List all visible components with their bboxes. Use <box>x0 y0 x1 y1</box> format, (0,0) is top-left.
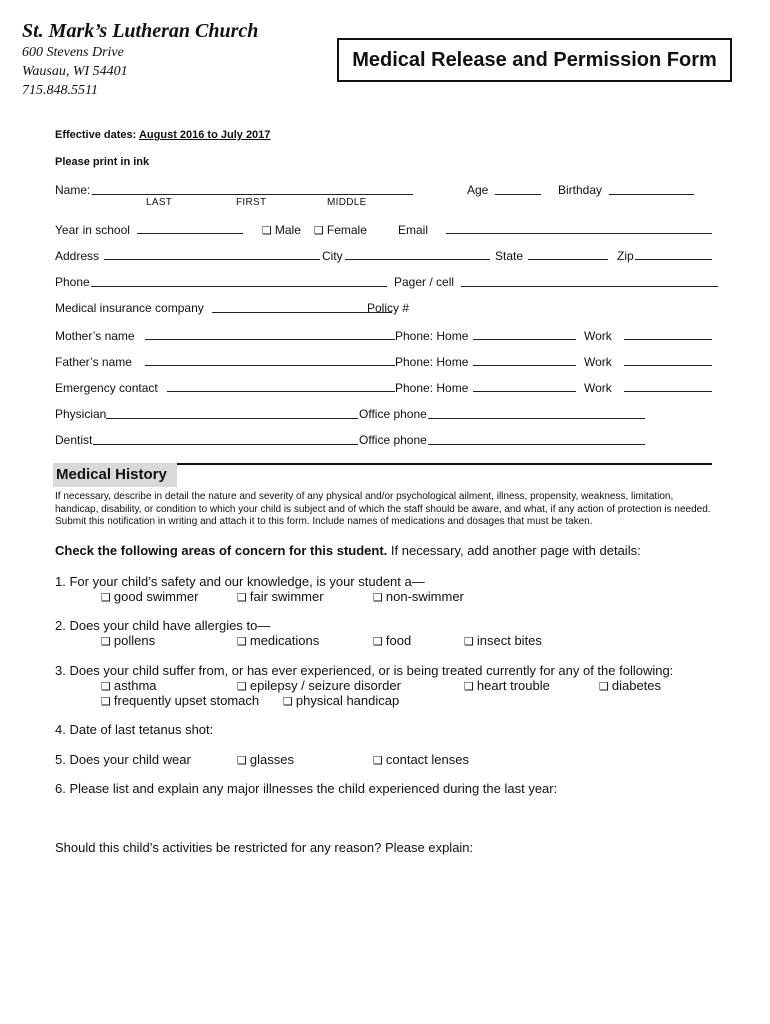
checkbox-icon[interactable]: ❑ <box>237 592 247 604</box>
medical-history-intro: If necessary, describe in detail the nature and severity of any physical and/or psychological ailment, illness, propensity, weakness, limitation, handicap, disability, or condition to which your child is subject and of which the staff should be aware, and what, if any action of protection is needed. Submit this notification in writing and attach it to this form. Include names of medications and dosages that must be taken. <box>55 491 711 527</box>
physician-label: Physician <box>55 407 107 421</box>
policy-label: Policy # <box>367 301 410 315</box>
form-title-text: Medical Release and Permission Form <box>352 48 717 71</box>
insurance-field[interactable] <box>212 312 392 313</box>
age-label: Age <box>467 183 489 197</box>
pager-field[interactable] <box>461 286 718 287</box>
option-label: medications <box>249 633 320 648</box>
option-insect-bites[interactable] <box>464 633 542 648</box>
option-glasses[interactable] <box>237 752 294 767</box>
father-work-field[interactable] <box>624 365 712 366</box>
name-label: Name: <box>55 183 91 197</box>
option-fair-swimmer[interactable] <box>237 589 324 604</box>
option-label: epilepsy / seizure disorder <box>249 678 401 693</box>
year-in-school-field[interactable] <box>137 233 243 234</box>
father-home-phone-field[interactable] <box>473 365 576 366</box>
insurance-label: Medical insurance company <box>55 301 204 315</box>
emergency-home-phone-label: Phone: Home <box>395 381 469 395</box>
female-label: Female <box>326 223 367 237</box>
church-phone: 715.848.5511 <box>22 83 98 98</box>
option-label: contact lenses <box>385 752 469 767</box>
question-3: 3. Does your child suffer from, or has ever experienced, or is being treated currently for any of the following: <box>55 663 674 678</box>
male-option[interactable] <box>262 223 301 237</box>
option-good-swimmer[interactable] <box>101 589 198 604</box>
question-7: Should this child’s activities be restricted for any reason? Please explain: <box>55 840 474 855</box>
emergency-work-field[interactable] <box>624 391 712 392</box>
medical-history-heading: Medical History <box>53 463 177 487</box>
option-diabetes[interactable] <box>599 678 661 693</box>
checkbox-icon[interactable]: ❑ <box>464 681 474 693</box>
phone-field[interactable] <box>91 286 387 287</box>
dentist-office-field[interactable] <box>428 444 645 445</box>
option-non-swimmer[interactable] <box>373 589 464 604</box>
father-field[interactable] <box>145 365 395 366</box>
father-home-phone-label: Phone: Home <box>395 355 469 369</box>
option-upset-stomach[interactable] <box>101 693 259 708</box>
emergency-field[interactable] <box>167 391 395 392</box>
checkbox-icon[interactable]: ❑ <box>314 225 324 237</box>
mother-label: Mother’s name <box>55 329 135 343</box>
emergency-work-label: Work <box>584 381 612 395</box>
male-label: Male <box>274 223 301 237</box>
option-label: asthma <box>113 678 157 693</box>
dentist-office-label: Office phone <box>359 433 427 447</box>
physician-office-label: Office phone <box>359 407 427 421</box>
option-label: non-swimmer <box>385 589 464 604</box>
print-note: Please print in ink <box>55 156 150 168</box>
name-last-label: LAST <box>146 197 173 208</box>
dentist-field[interactable] <box>93 444 358 445</box>
option-medications[interactable] <box>237 633 319 648</box>
checkbox-icon[interactable]: ❑ <box>464 636 474 648</box>
dentist-label: Dentist <box>55 433 93 447</box>
name-first-label: FIRST <box>236 197 267 208</box>
checkbox-icon[interactable]: ❑ <box>373 592 383 604</box>
zip-label: Zip <box>617 249 634 263</box>
option-asthma[interactable] <box>101 678 157 693</box>
question-5: 5. Does your child wear <box>55 752 191 767</box>
mother-home-phone-field[interactable] <box>473 339 576 340</box>
checkbox-icon[interactable]: ❑ <box>373 755 383 767</box>
mother-work-field[interactable] <box>624 339 712 340</box>
mother-field[interactable] <box>145 339 395 340</box>
name-middle-label: MIDDLE <box>327 197 367 208</box>
church-name: St. Mark’s Lutheran Church <box>22 20 259 42</box>
effective-value: August 2016 to July 2017 <box>138 129 271 141</box>
checkbox-icon[interactable]: ❑ <box>599 681 609 693</box>
mother-work-label: Work <box>584 329 612 343</box>
option-label: physical handicap <box>295 693 400 708</box>
age-field[interactable] <box>495 194 541 195</box>
form-title <box>337 38 732 82</box>
option-label: frequently upset stomach <box>113 693 260 708</box>
checkbox-icon[interactable]: ❑ <box>237 636 247 648</box>
state-label: State <box>495 249 524 263</box>
question-4: 4. Date of last tetanus shot: <box>55 722 214 737</box>
checkbox-icon[interactable]: ❑ <box>101 681 111 693</box>
option-label: good swimmer <box>113 589 199 604</box>
mother-home-phone-label: Phone: Home <box>395 329 469 343</box>
option-label: fair swimmer <box>249 589 324 604</box>
option-epilepsy[interactable] <box>237 678 401 693</box>
emergency-label: Emergency contact <box>55 381 158 395</box>
option-label: pollens <box>113 633 156 648</box>
check-instructions-bold: Check the following areas of concern for this student. <box>55 543 388 558</box>
physician-field[interactable] <box>106 418 358 419</box>
email-field[interactable] <box>446 233 712 234</box>
checkbox-icon[interactable]: ❑ <box>101 636 111 648</box>
option-label: food <box>385 633 412 648</box>
option-label: glasses <box>249 752 294 767</box>
option-label: diabetes <box>611 678 662 693</box>
zip-field[interactable] <box>635 259 712 260</box>
emergency-home-phone-field[interactable] <box>473 391 576 392</box>
father-work-label: Work <box>584 355 612 369</box>
check-instructions <box>55 543 641 558</box>
option-label: heart trouble <box>476 678 550 693</box>
female-option[interactable] <box>314 223 367 237</box>
email-label: Email <box>398 223 429 237</box>
name-field[interactable] <box>92 194 413 195</box>
church-address-line2: Wausau, WI 54401 <box>22 64 128 79</box>
year-in-school-label: Year in school <box>55 223 130 237</box>
city-label: City <box>322 249 343 263</box>
option-pollens[interactable] <box>101 633 155 648</box>
check-instructions-rest: If necessary, add another page with details: <box>387 543 641 558</box>
question-1: 1. For your child’s safety and our knowledge, is your student a— <box>55 574 425 589</box>
father-label: Father’s name <box>55 355 132 369</box>
effective-dates <box>55 129 270 141</box>
address-label: Address <box>55 249 100 263</box>
checkbox-icon[interactable]: ❑ <box>262 225 272 237</box>
city-field[interactable] <box>345 259 490 260</box>
checkbox-icon[interactable]: ❑ <box>101 696 111 708</box>
checkbox-icon[interactable]: ❑ <box>373 636 383 648</box>
checkbox-icon[interactable]: ❑ <box>101 592 111 604</box>
state-field[interactable] <box>528 259 608 260</box>
pager-label: Pager / cell <box>394 275 455 289</box>
effective-label: Effective dates: <box>55 129 137 141</box>
checkbox-icon[interactable]: ❑ <box>237 755 247 767</box>
phone-label: Phone <box>55 275 90 289</box>
birthday-field[interactable] <box>609 194 694 195</box>
checkbox-icon[interactable]: ❑ <box>283 696 293 708</box>
address-field[interactable] <box>104 259 320 260</box>
option-heart-trouble[interactable] <box>464 678 550 693</box>
birthday-label: Birthday <box>558 183 603 197</box>
church-address-line1: 600 Stevens Drive <box>22 45 124 60</box>
option-label: insect bites <box>476 633 542 648</box>
option-physical-handicap[interactable] <box>283 693 399 708</box>
option-contact-lenses[interactable] <box>373 752 469 767</box>
question-2: 2. Does your child have allergies to— <box>55 618 271 633</box>
physician-office-field[interactable] <box>428 418 645 419</box>
question-6: 6. Please list and explain any major illnesses the child experienced during the last year: <box>55 781 558 796</box>
checkbox-icon[interactable]: ❑ <box>237 681 247 693</box>
option-food[interactable] <box>373 633 411 648</box>
